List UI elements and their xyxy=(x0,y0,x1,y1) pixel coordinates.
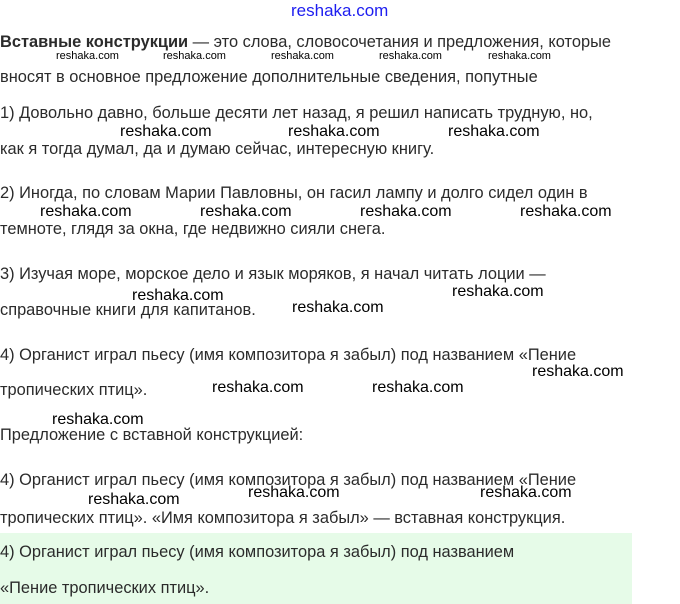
answer-line-1: 4) Органист играл пьесу (имя композитора я забыл) под названием «Пение xyxy=(0,471,577,489)
watermark: reshaka.com xyxy=(488,50,551,62)
watermark: reshaka.com xyxy=(379,50,442,62)
highlighted-line-2: «Пение тропических птиц». xyxy=(0,579,210,597)
example-3-line-1: 3) Изучая море, морское дело и язык моряков, я начал читать лоции — xyxy=(0,265,546,283)
watermark: reshaka.com xyxy=(163,50,226,62)
watermark: reshaka.com xyxy=(88,491,180,508)
watermark: reshaka.com xyxy=(288,123,380,140)
watermark: reshaka.com xyxy=(372,379,464,396)
highlighted-line-1: 4) Органист играл пьесу (имя композитора я забыл) под названием xyxy=(0,543,515,561)
watermark: reshaka.com xyxy=(520,203,612,220)
example-2-line-1: 2) Иногда, по словам Марии Павловны, он гасил лампу и долго сидел один в xyxy=(0,184,588,202)
watermark: reshaka.com xyxy=(40,203,132,220)
example-4-line-1: 4) Органист играл пьесу (имя композитора я забыл) под названием «Пение xyxy=(0,346,577,364)
watermark: reshaka.com xyxy=(448,123,540,140)
watermark: reshaka.com xyxy=(292,299,384,316)
watermark: reshaka.com xyxy=(271,50,334,62)
watermark: reshaka.com xyxy=(52,411,144,428)
watermark: reshaka.com xyxy=(56,50,119,62)
answer-line-2: тропических птиц». «Имя композитора я забыл» — вставная конструкция. xyxy=(0,509,566,527)
example-1-line-1: 1) Довольно давно, больше десяти лет назад, я решил написать трудную, но, xyxy=(0,104,593,122)
watermark: reshaka.com xyxy=(532,363,624,380)
definition-term: Вставные конструкции xyxy=(0,33,189,51)
definition-line-2: вносят в основное предложение дополнительные сведения, попутные xyxy=(0,68,538,86)
watermark: reshaka.com xyxy=(132,287,224,304)
definition-text-1: — это слова, словосочетания и предложения, которые xyxy=(188,33,611,51)
example-4-line-2: тропических птиц». xyxy=(0,381,148,399)
watermark: reshaka.com xyxy=(248,484,340,501)
watermark: reshaka.com xyxy=(452,283,544,300)
watermark: reshaka.com xyxy=(212,379,304,396)
example-3-line-2: справочные книги для капитанов. xyxy=(0,301,256,319)
watermark: reshaka.com xyxy=(480,484,572,501)
site-logo[interactable]: reshaka.com xyxy=(291,1,389,20)
example-1-line-2: как я тогда думал, да и думаю сейчас, интересную книгу. xyxy=(0,140,435,158)
example-2-line-2: темноте, глядя за окна, где недвижно сияли снега. xyxy=(0,220,386,238)
section-label: Предложение с вставной конструкцией: xyxy=(0,426,304,444)
definition-line-1 xyxy=(0,32,611,52)
watermark: reshaka.com xyxy=(360,203,452,220)
watermark: reshaka.com xyxy=(120,123,212,140)
watermark: reshaka.com xyxy=(200,203,292,220)
